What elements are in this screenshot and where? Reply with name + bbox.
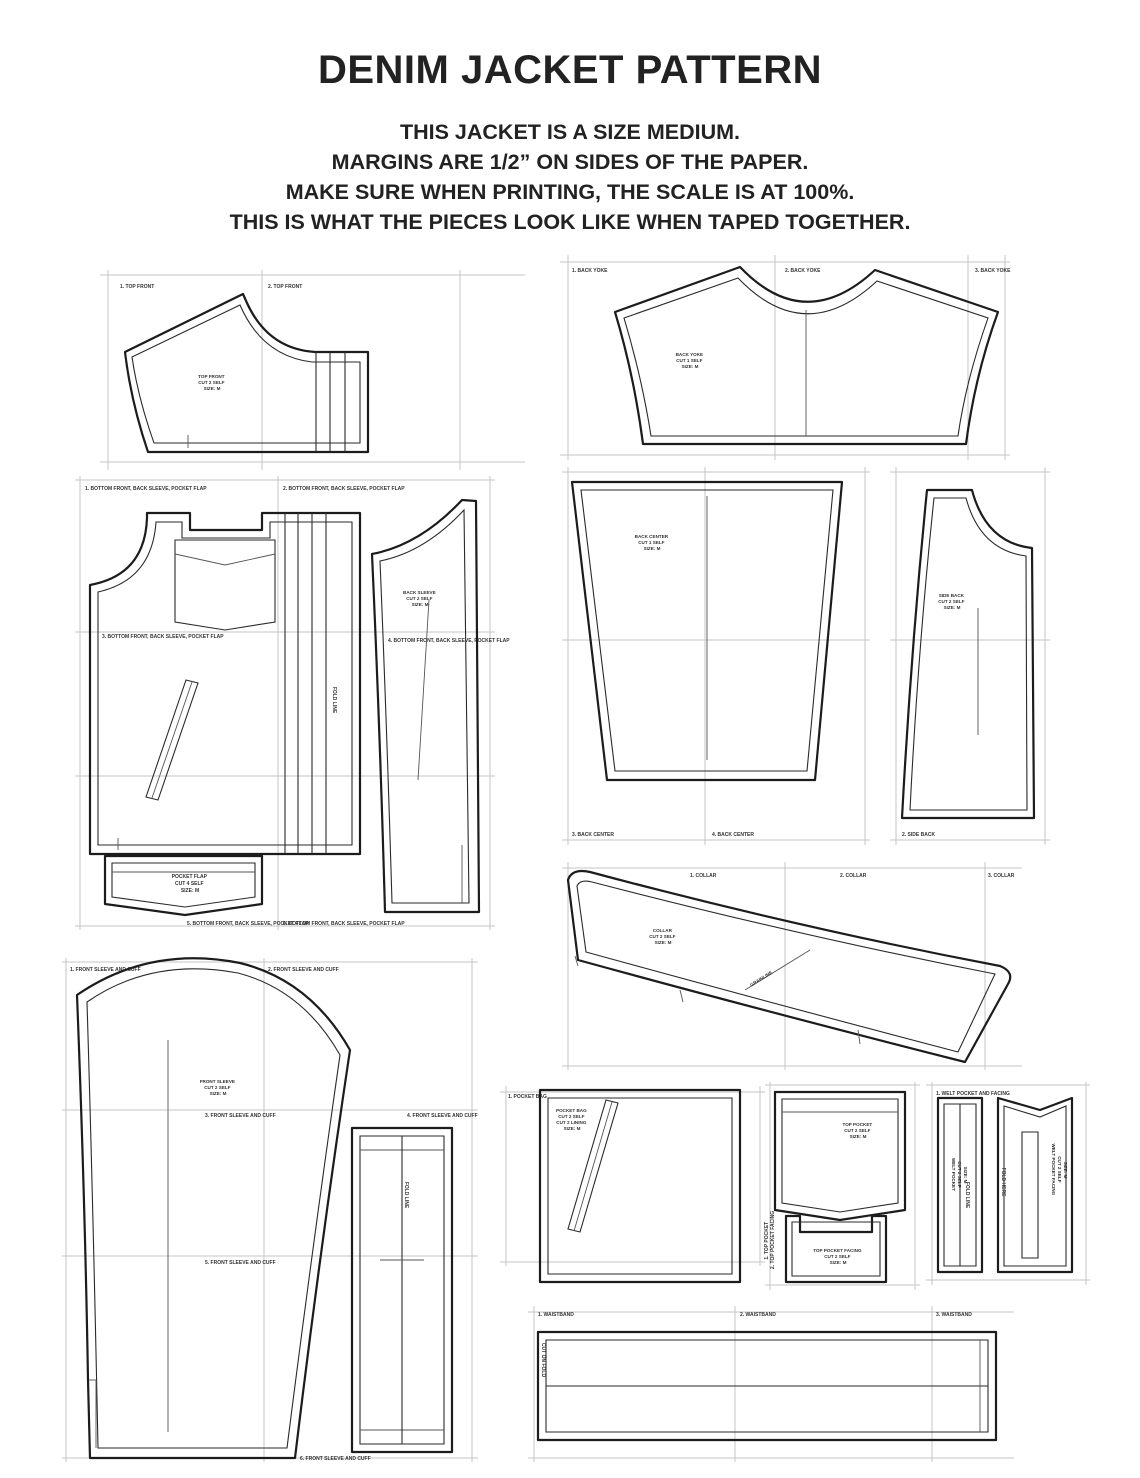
tile-label: 5. BOTTOM FRONT, BACK SLEEVE, POCKET FLAP — [187, 921, 309, 927]
welt-pocket-label: WELT POCKET CUT 2 SELF SIZE: M — [951, 1157, 968, 1191]
tile-label: 3. BACK CENTER — [572, 832, 614, 838]
bottom-front-piece — [90, 513, 360, 854]
tile-label: 4. BACK CENTER — [712, 832, 754, 838]
fold-line-label: FOLD LINE — [331, 686, 337, 714]
tile-label: 2. FRONT SLEEVE AND CUFF — [268, 967, 339, 973]
top-front-group — [100, 270, 525, 470]
pocket-bag-label: POCKET BAG CUT 2 SELF CUT 2 LINING SIZE: M — [556, 1108, 587, 1131]
tile-label: 3. BACK YOKE — [975, 268, 1011, 274]
note-size: THIS JACKET IS A SIZE MEDIUM. — [399, 120, 741, 144]
welt-pocket-facing-piece — [998, 1098, 1072, 1272]
back-yoke-group — [560, 255, 1011, 460]
front-sleeve-seam — [87, 969, 340, 1448]
waistband-group — [528, 1306, 1014, 1462]
tile-label: 1. TOP FRONT — [120, 284, 155, 290]
cut-on-fold-label: CUT ON FOLD — [540, 1342, 546, 1378]
top-pocket-group — [764, 1082, 920, 1290]
welt-pocket-facing-inner — [1022, 1132, 1038, 1258]
bottom-front-group — [75, 476, 510, 930]
top-pocket-piece — [775, 1092, 905, 1220]
tile-label: 6. FRONT SLEEVE AND CUFF — [300, 1456, 371, 1462]
tile-label: 1. BOTTOM FRONT, BACK SLEEVE, POCKET FLAP — [85, 486, 207, 492]
tile-label: 3. WAISTBAND — [936, 1312, 972, 1318]
top-front-label: TOP FRONT CUT 2 SELF SIZE: M — [198, 374, 225, 391]
pocket-bag-group — [500, 1086, 765, 1282]
grainline-label: GRAINLINE — [749, 969, 774, 988]
tile-label: 3. FRONT SLEEVE AND CUFF — [205, 1113, 276, 1119]
tile-label: 1. FRONT SLEEVE AND CUFF — [70, 967, 141, 973]
back-sleeve-seam — [380, 510, 469, 903]
tile-label: 1. TOP POCKET 2. TOP POCKET FACING — [764, 1210, 776, 1270]
tile-label: 1. WELT POCKET AND FACING — [936, 1091, 1010, 1097]
fold-here-label: FOLD HERE — [1000, 1167, 1006, 1197]
tile-label: 6. BOTTOM FRONT, BACK SLEEVE, POCKET FLAP — [283, 921, 405, 927]
collar-label: COLLAR CUT 2 SELF SIZE: M — [649, 928, 676, 945]
tile-label: 2. BOTTOM FRONT, BACK SLEEVE, POCKET FLAP — [283, 486, 405, 492]
note-margins: MARGINS ARE 1/2” ON SIDES OF THE PAPER. — [331, 150, 809, 174]
top-pocket-facing-label: TOP POCKET FACING CUT 2 SELF SIZE: M — [813, 1248, 862, 1265]
fold-line-label: FOLD LINE — [964, 1181, 970, 1209]
back-center-label: BACK CENTER CUT 1 SELF SIZE: M — [634, 534, 669, 551]
back-yoke-label: BACK YOKE CUT 1 SELF SIZE: M — [675, 352, 704, 369]
welt-pocket-grid — [926, 1082, 1090, 1285]
pocket-flap-line — [175, 554, 275, 565]
chest-pocket-outline — [175, 540, 275, 630]
tile-label: 1. COLLAR — [690, 873, 717, 879]
tile-label: 2. BACK YOKE — [785, 268, 821, 274]
tile-label: 4. FRONT SLEEVE AND CUFF — [407, 1113, 478, 1119]
side-back-seam — [910, 498, 1027, 810]
tile-label: 1. BACK YOKE — [572, 268, 608, 274]
top-pocket-seam — [782, 1099, 898, 1212]
page-title: DENIM JACKET PATTERN — [317, 48, 823, 92]
tile-label: 4. BOTTOM FRONT, BACK SLEEVE, POCKET FLAP — [388, 638, 510, 644]
bottom-front-seam — [98, 522, 352, 845]
tile-label: 3. BOTTOM FRONT, BACK SLEEVE, POCKET FLAP — [102, 634, 224, 640]
front-sleeve-piece — [77, 958, 350, 1458]
collar-piece — [568, 871, 1010, 1062]
top-front-grid — [100, 270, 525, 470]
back-sleeve-label: BACK SLEEVE CUT 2 SELF SIZE: M — [403, 590, 436, 607]
tile-label: 2. WAISTBAND — [740, 1312, 776, 1318]
back-sleeve-piece — [372, 500, 479, 912]
tile-label: 5. FRONT SLEEVE AND CUFF — [205, 1260, 276, 1266]
tile-label: 3. COLLAR — [988, 873, 1015, 879]
front-sleeve-group — [62, 958, 478, 1462]
side-back-group — [890, 467, 1050, 845]
tile-label: 2. TOP FRONT — [268, 284, 303, 290]
front-sleeve-label: FRONT SLEEVE CUT 2 SELF SIZE: M — [199, 1079, 235, 1096]
side-back-label: SIDE BACK CUT 2 SELF SIZE: M — [938, 593, 965, 610]
grainline-arrow — [418, 600, 429, 780]
welt-pocket-group — [926, 1082, 1090, 1285]
top-front-seam — [132, 305, 360, 443]
top-pocket-label: TOP POCKET CUT 2 SELF SIZE: M — [842, 1122, 873, 1139]
side-back-piece — [902, 490, 1034, 818]
waistband-grid — [528, 1306, 1014, 1462]
back-center-group — [562, 467, 870, 845]
fold-line-label: FOLD LINE — [403, 1181, 409, 1209]
tile-label: 1. POCKET BAG — [508, 1094, 547, 1100]
notch-mark — [858, 1030, 860, 1044]
front-sleeve-grid — [62, 958, 478, 1462]
tile-label: 2. SIDE BACK — [902, 832, 936, 838]
tile-label: 2. COLLAR — [840, 873, 867, 879]
note-taped: THIS IS WHAT THE PIECES LOOK LIKE WHEN TAPED TOGETHER. — [229, 210, 911, 234]
tile-label: 1. WAISTBAND — [538, 1312, 574, 1318]
collar-seam — [577, 881, 995, 1052]
welt-centre-line — [152, 682, 192, 798]
welt-pocket-facing-label: WELT POCKET FACING CUT 2 SELF SIZE: M — [1051, 1143, 1068, 1196]
note-scale: MAKE SURE WHEN PRINTING, THE SCALE IS AT 100%. — [285, 180, 855, 204]
back-center-grid — [562, 467, 870, 845]
pocket-flap-label: POCKET FLAP CUT 4 SELF SIZE: M — [171, 874, 207, 894]
notch-mark — [680, 990, 683, 1002]
collar-group — [562, 862, 1022, 1070]
back-yoke-piece — [615, 267, 998, 444]
